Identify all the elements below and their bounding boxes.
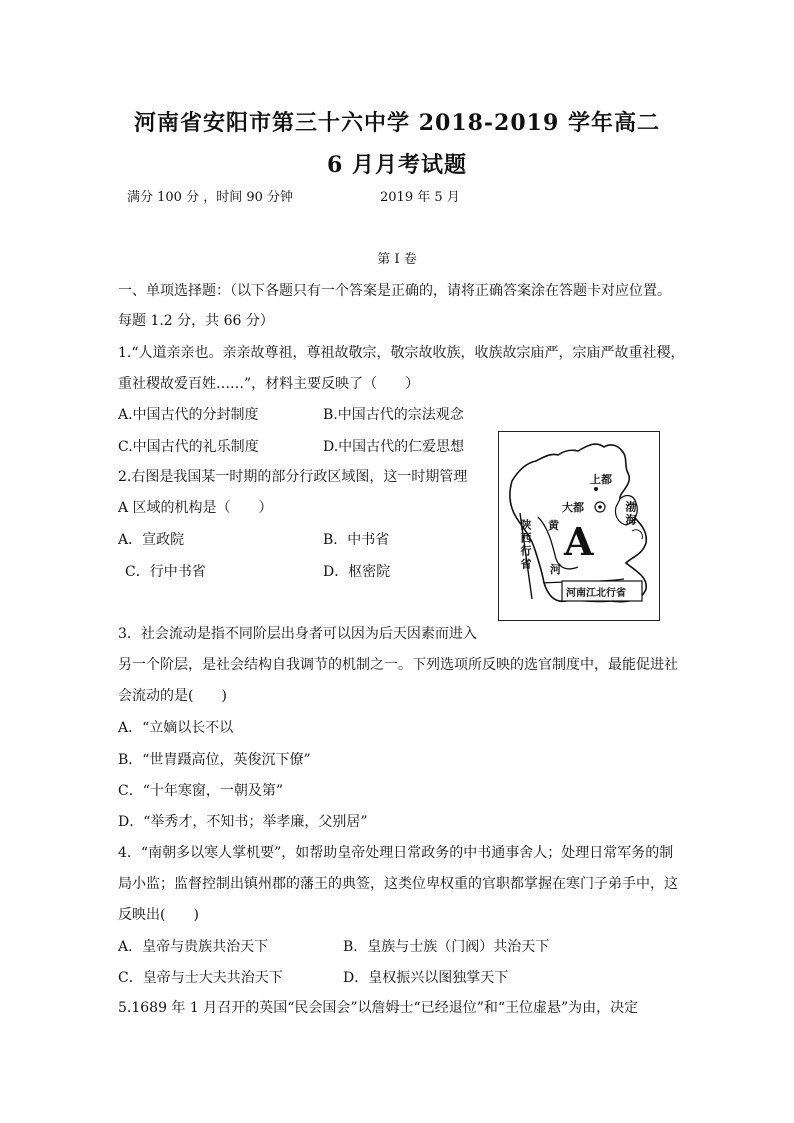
- q2-option-a: A．宣政院: [118, 532, 185, 548]
- map-label-henan: 河南江北行省: [566, 588, 626, 599]
- q3-option-a: A．“立嫡以长不以: [118, 720, 234, 736]
- q4-option-a: A．皇帝与贵族共治天下: [118, 939, 269, 955]
- q1-stem-2: 重社稷故爱百姓……”，材料主要反映了（ ）: [118, 376, 420, 392]
- q4-option-b: B．皇族与士族（门阀）共治天下: [343, 939, 550, 955]
- q2-option-b: B．中书省: [323, 532, 390, 548]
- q4-option-d: D．皇权振兴以图独掌天下: [343, 970, 509, 986]
- map-label-huang: 黄: [548, 519, 559, 532]
- q1-stem-1: 1.“人道亲亲也。亲亲故尊祖，尊祖故敬宗，敬宗故收族，收族故宗庙严，宗庙严故重社稷，: [118, 345, 685, 361]
- q4-stem-3: 反映出( ): [118, 907, 199, 923]
- volume-label: 第 I 卷: [377, 252, 417, 267]
- q4-stem-2: 局小监；监督控制出镇州郡的藩王的典签，这类位卑权重的官职都掌握在寒门子弟手中，这: [118, 876, 678, 892]
- q1-option-b: B.中国古代的宗法观念: [323, 407, 464, 423]
- map-label-dadu: 大都: [562, 501, 584, 514]
- score-time: 满分 100 分 ，时间 90 分钟: [127, 190, 294, 205]
- map-label-shangdu: 上都: [590, 473, 612, 486]
- section-heading: 一、单项选择题：（以下各题只有一个答案是正确的，请将正确答案涂在答题卡对应位置。: [118, 283, 671, 299]
- q4-stem-1: 4．“南朝多以寒人掌机要”，如帮助皇帝处理日常政务的中书通事舍人；处理日常军务的制: [118, 845, 674, 861]
- q2-stem-1: 2.右图是我国某一时期的部分行政区域图，这一时期管理: [118, 469, 468, 485]
- q3-stem-3: 会流动的是( ): [118, 688, 227, 704]
- title-line-1: 河南省安阳市第三十六中学 2018-2019 学年高二: [134, 110, 660, 136]
- map-label-he: 河: [550, 563, 561, 576]
- q1-option-d: D.中国古代的仁爱思想: [323, 439, 465, 455]
- q3-stem-1: 3．社会流动是指不同阶层出身者可以因为后天因素而进入: [118, 626, 477, 642]
- q3-option-b: B．“世胄蹑高位，英俊沉下僚”: [118, 752, 311, 768]
- q3-option-c: C．“十年寒窗，一朝及第”: [118, 783, 284, 799]
- map-label-shaanxi: 陕西行省: [519, 519, 532, 571]
- q3-option-d: D．“举秀才，不知书；举孝廉，父别居”: [118, 814, 368, 830]
- exam-date: 2019 年 5 月: [380, 190, 460, 205]
- title-line-2: 6 月月考试题: [327, 152, 467, 178]
- q2-stem-2: A 区域的机构是（ ）: [118, 500, 273, 516]
- map-region-a: A: [564, 519, 594, 564]
- map-label-bohai: 渤海: [624, 501, 637, 527]
- q2-option-d: D．枢密院: [323, 564, 391, 580]
- q5-stem-1: 5.1689 年 1 月召开的英国“民会国会”以詹姆士“已经退位”和“王位虚悬”为由，决定: [118, 1000, 639, 1016]
- section-heading-2: 每题 1.2 分，共 66 分）: [118, 313, 274, 329]
- q1-option-c: C.中国古代的礼乐制度: [118, 439, 259, 455]
- yuan-admin-map: [498, 431, 660, 621]
- q4-option-c: C．皇帝与士大夫共治天下: [118, 970, 283, 986]
- q2-option-c: C．行中书省: [125, 564, 206, 580]
- q3-stem-2: 另一个阶层，是社会结构自我调节的机制之一。下列选项所反映的选官制度中，最能促进社: [118, 657, 678, 673]
- q1-option-a: A.中国古代的分封制度: [118, 407, 259, 423]
